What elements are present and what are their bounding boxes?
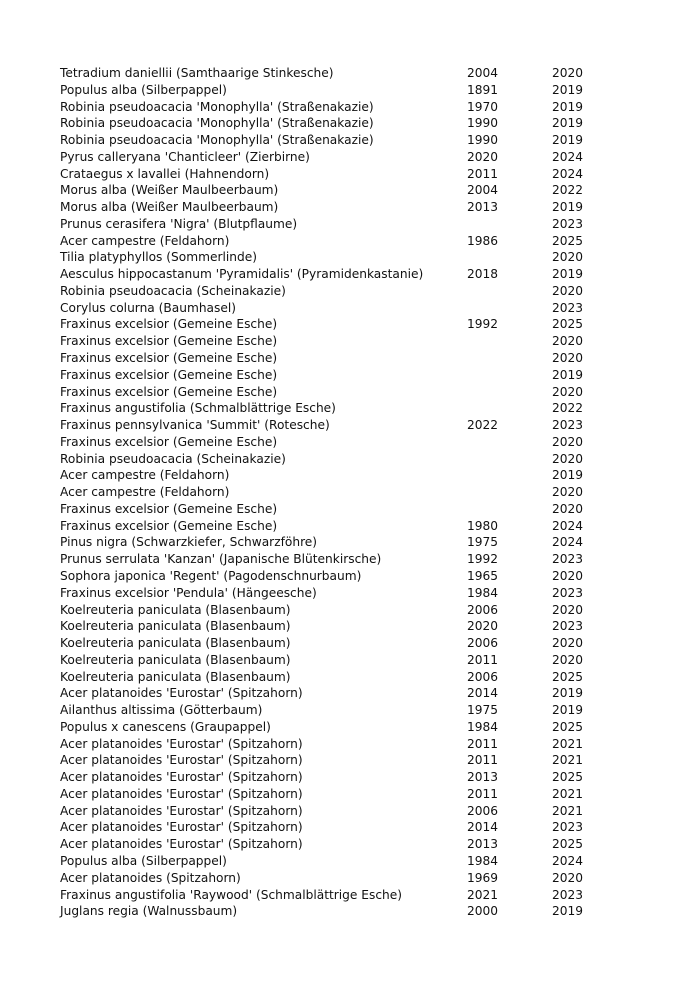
year-a: 2011 bbox=[467, 753, 499, 768]
year-b: 2025 bbox=[552, 233, 584, 248]
species-name: Fraxinus excelsior 'Pendula' (Hängeesche) bbox=[60, 585, 317, 600]
species-name: Fraxinus excelsior (Gemeine Esche) bbox=[60, 434, 278, 449]
species-name: Acer platanoides 'Eurostar' (Spitzahorn) bbox=[60, 803, 303, 818]
species-name: Koelreuteria paniculata (Blasenbaum) bbox=[60, 602, 291, 617]
table-row bbox=[60, 367, 600, 384]
table-row bbox=[60, 149, 600, 166]
species-name: Koelreuteria paniculata (Blasenbaum) bbox=[60, 636, 291, 651]
species-name: Koelreuteria paniculata (Blasenbaum) bbox=[60, 652, 291, 667]
year-a: 1965 bbox=[467, 568, 499, 583]
year-a: 1970 bbox=[467, 99, 499, 114]
table-row bbox=[60, 602, 600, 619]
table-row bbox=[60, 451, 600, 468]
year-a: 2006 bbox=[467, 803, 499, 818]
species-name: Fraxinus excelsior (Gemeine Esche) bbox=[60, 317, 278, 332]
year-b: 2023 bbox=[552, 619, 584, 634]
year-b: 2020 bbox=[552, 636, 584, 651]
year-b: 2020 bbox=[552, 652, 584, 667]
species-name: Acer platanoides 'Eurostar' (Spitzahorn) bbox=[60, 770, 303, 785]
year-b: 2022 bbox=[552, 401, 584, 416]
year-a: 2022 bbox=[467, 418, 499, 433]
species-name: Acer platanoides 'Eurostar' (Spitzahorn) bbox=[60, 837, 303, 852]
year-b: 2020 bbox=[552, 434, 584, 449]
table-row bbox=[60, 551, 600, 568]
year-a: 1984 bbox=[467, 853, 499, 868]
table-row bbox=[60, 350, 600, 367]
table-row bbox=[60, 182, 600, 199]
species-name: Crataegus x lavallei (Hahnendorn) bbox=[60, 166, 270, 181]
year-b: 2019 bbox=[552, 468, 584, 483]
year-a: 2011 bbox=[467, 166, 499, 181]
year-b: 2019 bbox=[552, 686, 584, 701]
species-name: Acer platanoides 'Eurostar' (Spitzahorn) bbox=[60, 686, 303, 701]
year-a: 2014 bbox=[467, 820, 499, 835]
table-row bbox=[60, 819, 600, 836]
year-a: 2000 bbox=[467, 904, 499, 919]
species-name: Robinia pseudoacacia 'Monophylla' (Straßenakazie) bbox=[60, 116, 374, 131]
species-name: Fraxinus excelsior (Gemeine Esche) bbox=[60, 351, 278, 366]
table-row bbox=[60, 870, 600, 887]
year-b: 2020 bbox=[552, 485, 584, 500]
species-name: Tilia platyphyllos (Sommerlinde) bbox=[60, 250, 257, 265]
tree-table bbox=[60, 65, 600, 920]
year-b: 2023 bbox=[552, 820, 584, 835]
species-name: Juglans regia (Walnussbaum) bbox=[60, 904, 238, 919]
species-name: Prunus serrulata 'Kanzan' (Japanische Blütenkirsche) bbox=[60, 552, 382, 567]
species-name: Fraxinus excelsior (Gemeine Esche) bbox=[60, 501, 278, 516]
year-b: 2024 bbox=[552, 853, 584, 868]
year-b: 2020 bbox=[552, 66, 584, 80]
year-b: 2024 bbox=[552, 166, 584, 181]
year-b: 2021 bbox=[552, 786, 584, 801]
year-a: 2021 bbox=[467, 887, 499, 902]
table-row bbox=[60, 333, 600, 350]
table-row bbox=[60, 501, 600, 518]
year-b: 2021 bbox=[552, 803, 584, 818]
year-a: 2018 bbox=[467, 267, 499, 282]
species-name: Fraxinus excelsior (Gemeine Esche) bbox=[60, 384, 278, 399]
year-a: 2013 bbox=[467, 770, 499, 785]
table-row bbox=[60, 316, 600, 333]
species-name: Acer platanoides 'Eurostar' (Spitzahorn) bbox=[60, 820, 303, 835]
year-b: 2024 bbox=[552, 535, 584, 550]
species-name: Sophora japonica 'Regent' (Pagodenschnurbaum) bbox=[60, 568, 362, 583]
year-a: 1986 bbox=[467, 233, 499, 248]
year-b: 2025 bbox=[552, 719, 584, 734]
table-row bbox=[60, 534, 600, 551]
species-name: Tetradium daniellii (Samthaarige Stinkesche) bbox=[60, 66, 334, 80]
table-row bbox=[60, 216, 600, 233]
table-row bbox=[60, 887, 600, 904]
species-name: Fraxinus pennsylvanica 'Summit' (Rotesche) bbox=[60, 418, 330, 433]
table-row bbox=[60, 803, 600, 820]
species-name: Robinia pseudoacacia 'Monophylla' (Straßenakazie) bbox=[60, 133, 374, 148]
table-row bbox=[60, 166, 600, 183]
year-a: 2006 bbox=[467, 669, 499, 684]
year-b: 2020 bbox=[552, 602, 584, 617]
year-a: 1984 bbox=[467, 585, 499, 600]
species-name: Fraxinus excelsior (Gemeine Esche) bbox=[60, 367, 278, 382]
species-name: Koelreuteria paniculata (Blasenbaum) bbox=[60, 619, 291, 634]
table-row bbox=[60, 99, 600, 116]
table-row bbox=[60, 82, 600, 99]
table-row bbox=[60, 300, 600, 317]
year-b: 2019 bbox=[552, 200, 584, 215]
table-row bbox=[60, 752, 600, 769]
year-a: 1980 bbox=[467, 518, 499, 533]
table-row bbox=[60, 417, 600, 434]
year-b: 2025 bbox=[552, 669, 584, 684]
year-a: 1990 bbox=[467, 116, 499, 131]
year-b: 2019 bbox=[552, 703, 584, 718]
species-name: Corylus colurna (Baumhasel) bbox=[60, 300, 237, 315]
year-a: 2011 bbox=[467, 786, 499, 801]
species-name: Fraxinus excelsior (Gemeine Esche) bbox=[60, 518, 278, 533]
year-b: 2022 bbox=[552, 183, 584, 198]
year-b: 2019 bbox=[552, 99, 584, 114]
year-a: 1990 bbox=[467, 133, 499, 148]
year-b: 2020 bbox=[552, 501, 584, 516]
year-b: 2020 bbox=[552, 351, 584, 366]
table-row bbox=[60, 132, 600, 149]
table-row bbox=[60, 434, 600, 451]
table-row bbox=[60, 249, 600, 266]
year-a: 2020 bbox=[467, 619, 499, 634]
year-b: 2021 bbox=[552, 753, 584, 768]
table-row bbox=[60, 786, 600, 803]
table-row bbox=[60, 836, 600, 853]
year-a: 1984 bbox=[467, 719, 499, 734]
species-name: Morus alba (Weißer Maulbeerbaum) bbox=[60, 183, 279, 198]
species-name: Fraxinus excelsior (Gemeine Esche) bbox=[60, 334, 278, 349]
year-b: 2025 bbox=[552, 770, 584, 785]
year-a: 1992 bbox=[467, 317, 499, 332]
table-row bbox=[60, 233, 600, 250]
year-a: 2011 bbox=[467, 652, 499, 667]
year-b: 2020 bbox=[552, 451, 584, 466]
species-name: Prunus cerasifera 'Nigra' (Blutpflaume) bbox=[60, 216, 298, 231]
table-row bbox=[60, 685, 600, 702]
species-name: Populus x canescens (Graupappel) bbox=[60, 719, 271, 734]
species-name: Robinia pseudoacacia 'Monophylla' (Straßenakazie) bbox=[60, 99, 374, 114]
species-name: Acer platanoides 'Eurostar' (Spitzahorn) bbox=[60, 736, 303, 751]
species-name: Aesculus hippocastanum 'Pyramidalis' (Pyramidenkastanie) bbox=[60, 267, 424, 282]
year-a: 2013 bbox=[467, 837, 499, 852]
year-b: 2025 bbox=[552, 837, 584, 852]
species-name: Acer campestre (Feldahorn) bbox=[60, 233, 230, 248]
year-a: 2004 bbox=[467, 183, 499, 198]
species-name: Koelreuteria paniculata (Blasenbaum) bbox=[60, 669, 291, 684]
species-name: Robinia pseudoacacia (Scheinakazie) bbox=[60, 283, 286, 298]
table-row bbox=[60, 65, 600, 82]
year-b: 2023 bbox=[552, 552, 584, 567]
table-row bbox=[60, 266, 600, 283]
table-row bbox=[60, 853, 600, 870]
species-name: Acer campestre (Feldahorn) bbox=[60, 468, 230, 483]
year-b: 2019 bbox=[552, 267, 584, 282]
species-name: Ailanthus altissima (Götterbaum) bbox=[60, 703, 263, 718]
table-row bbox=[60, 115, 600, 132]
species-name: Acer platanoides 'Eurostar' (Spitzahorn) bbox=[60, 753, 303, 768]
table-row bbox=[60, 736, 600, 753]
table-row bbox=[60, 669, 600, 686]
year-a: 1975 bbox=[467, 535, 499, 550]
year-a: 2020 bbox=[467, 149, 499, 164]
year-b: 2021 bbox=[552, 736, 584, 751]
year-a: 2006 bbox=[467, 636, 499, 651]
year-a: 2004 bbox=[467, 66, 499, 80]
table-row bbox=[60, 283, 600, 300]
year-b: 2023 bbox=[552, 585, 584, 600]
table-row bbox=[60, 719, 600, 736]
year-a: 1969 bbox=[467, 870, 499, 885]
year-b: 2023 bbox=[552, 216, 584, 231]
year-b: 2024 bbox=[552, 518, 584, 533]
year-a: 2013 bbox=[467, 200, 499, 215]
table-row bbox=[60, 903, 600, 920]
species-name: Populus alba (Silberpappel) bbox=[60, 82, 227, 97]
year-a: 1975 bbox=[467, 703, 499, 718]
year-a: 2011 bbox=[467, 736, 499, 751]
table-row bbox=[60, 199, 600, 216]
table-row bbox=[60, 652, 600, 669]
year-b: 2020 bbox=[552, 568, 584, 583]
table-row bbox=[60, 568, 600, 585]
species-name: Acer platanoides 'Eurostar' (Spitzahorn) bbox=[60, 786, 303, 801]
species-name: Pinus nigra (Schwarzkiefer, Schwarzföhre) bbox=[60, 535, 318, 550]
species-name: Acer campestre (Feldahorn) bbox=[60, 485, 230, 500]
species-name: Fraxinus angustifolia (Schmalblättrige Esche) bbox=[60, 401, 336, 416]
year-b: 2020 bbox=[552, 250, 584, 265]
year-b: 2019 bbox=[552, 904, 584, 919]
year-b: 2019 bbox=[552, 133, 584, 148]
year-b: 2020 bbox=[552, 283, 584, 298]
year-b: 2019 bbox=[552, 82, 584, 97]
year-b: 2019 bbox=[552, 367, 584, 382]
species-name: Pyrus calleryana 'Chanticleer' (Zierbirne) bbox=[60, 149, 310, 164]
year-b: 2023 bbox=[552, 418, 584, 433]
table-row bbox=[60, 585, 600, 602]
table-row bbox=[60, 769, 600, 786]
year-b: 2025 bbox=[552, 317, 584, 332]
table-row bbox=[60, 484, 600, 501]
year-b: 2019 bbox=[552, 116, 584, 131]
table-row bbox=[60, 467, 600, 484]
species-name: Acer platanoides (Spitzahorn) bbox=[60, 870, 241, 885]
table-row bbox=[60, 518, 600, 535]
year-b: 2023 bbox=[552, 887, 584, 902]
year-b: 2020 bbox=[552, 334, 584, 349]
table-row bbox=[60, 635, 600, 652]
species-name: Morus alba (Weißer Maulbeerbaum) bbox=[60, 200, 279, 215]
table-row bbox=[60, 400, 600, 417]
year-a: 2014 bbox=[467, 686, 499, 701]
year-a: 1992 bbox=[467, 552, 499, 567]
year-a: 2006 bbox=[467, 602, 499, 617]
species-name: Robinia pseudoacacia (Scheinakazie) bbox=[60, 451, 286, 466]
table-row bbox=[60, 702, 600, 719]
table-row bbox=[60, 384, 600, 401]
year-b: 2024 bbox=[552, 149, 584, 164]
year-a: 1891 bbox=[467, 82, 499, 97]
species-name: Fraxinus angustifolia 'Raywood' (Schmalblättrige Esche) bbox=[60, 887, 402, 902]
species-name: Populus alba (Silberpappel) bbox=[60, 853, 227, 868]
year-b: 2023 bbox=[552, 300, 584, 315]
year-b: 2020 bbox=[552, 384, 584, 399]
year-b: 2020 bbox=[552, 870, 584, 885]
table-row bbox=[60, 618, 600, 635]
